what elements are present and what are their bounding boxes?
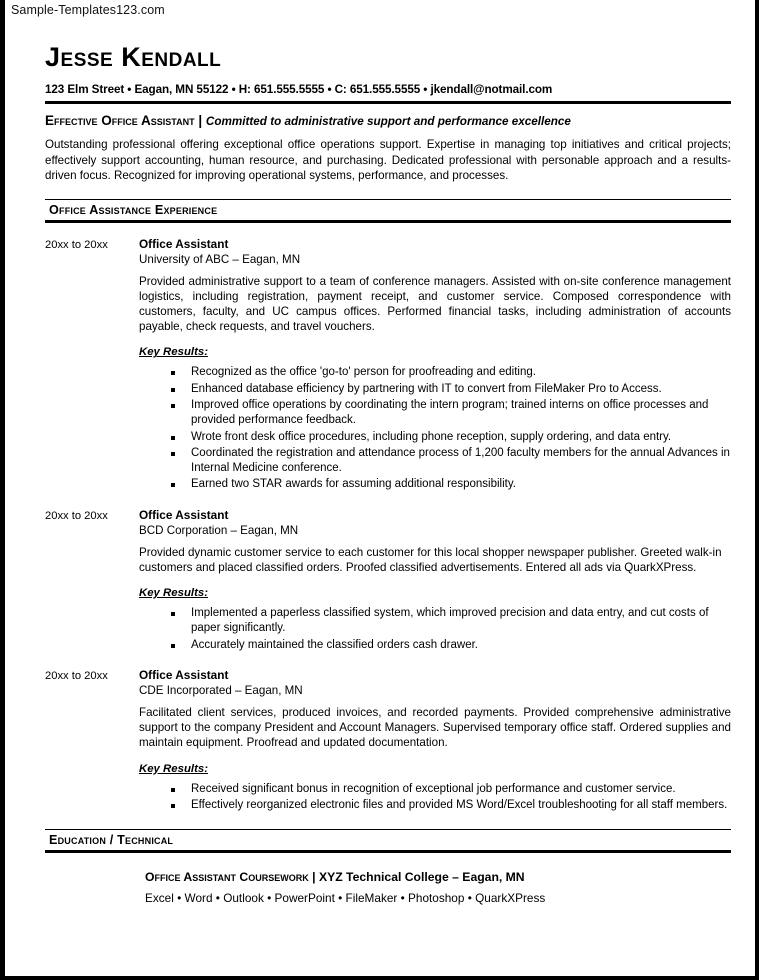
list-item: Improved office operations by coordinating the intern program; trained interns on office processes and provided performance feedback. <box>169 398 731 429</box>
job-title: Office Assistant <box>139 667 229 682</box>
headline-separator: | <box>198 113 203 128</box>
list-item: Implemented a paperless classified system, which improved precision and data entry, and cut costs of paper significantly. <box>169 606 731 637</box>
job-dates: 20xx to 20xx <box>45 509 108 522</box>
job-title: Office Assistant <box>139 236 229 251</box>
job-organization: University of ABC – Eagan, MN <box>139 252 301 266</box>
contact-line: 123 Elm Street • Eagan, MN 55122 • H: 651.555.5555 • C: 651.555.5555 • jkendall@notmail.com <box>45 83 553 96</box>
job-organization: BCD Corporation – Eagan, MN <box>139 523 299 537</box>
experience-entry <box>45 508 731 654</box>
list-item: Coordinated the registration and attendance process of 1,200 faculty members for the annual Advances in Internal Medicine conference. <box>169 446 731 477</box>
key-results-list <box>139 782 731 814</box>
job-organization: CDE Incorporated – Eagan, MN <box>139 683 303 697</box>
experience-section-header <box>45 199 731 223</box>
education-school: XYZ Technical College – Eagan, MN <box>318 870 525 885</box>
headline-tagline: Committed to administrative support and performance excellence <box>205 115 571 128</box>
experience-section-title: Office Assistance Experience <box>49 202 218 217</box>
header-divider <box>45 101 731 104</box>
key-results-label: Key Results: <box>139 762 209 775</box>
job-body <box>139 508 731 654</box>
section-rule-bottom <box>45 850 731 853</box>
list-item: Accurately maintained the classified orders cash drawer. <box>169 638 731 653</box>
list-item: Wrote front desk office procedures, including phone reception, supply ordering, and data entry. <box>169 430 731 445</box>
job-dates: 20xx to 20xx <box>45 238 108 251</box>
education-title <box>145 869 731 885</box>
job-body <box>139 237 731 494</box>
resume-sheet <box>5 42 755 907</box>
job-description: Facilitated client services, produced invoices, and recorded payments. Provided comprehensive administrative support to the company President and Account Managers. Supervised temporary office staff. Ordered supplies and maintain equipment. Proofread and updated documentation. <box>139 705 731 750</box>
education-section-title: Education / Technical <box>49 833 174 848</box>
education-section-header <box>45 829 731 853</box>
list-item: Recognized as the office 'go-to' person for proofreading and editing. <box>169 365 731 380</box>
headline-lead: Effective Office Assistant <box>45 113 195 128</box>
list-item: Effectively reorganized electronic files and provided MS Word/Excel troubleshooting for all staff members. <box>169 798 731 813</box>
list-item: Received significant bonus in recognition of exceptional job performance and customer service. <box>169 782 731 797</box>
job-dates: 20xx to 20xx <box>45 669 108 682</box>
professional-summary: Outstanding professional offering exceptional office operations support. Expertise in managing top initiatives and critical projects; effectively support accounting, human resource, and purchasing. Dedicated professional with personable approach and a results-driven focus. Recognized for improving operational systems, performance, and processes. <box>45 138 731 182</box>
list-item: Enhanced database efficiency by partnering with IT to convert from FileMaker Pro to Access. <box>169 382 731 397</box>
job-description: Provided dynamic customer service to each customer for this local shopper newspaper publisher. Greeted walk-in customers and placed classified orders. Proofed classified advertisements. Entered all ads via QuarkXPress. <box>139 545 722 574</box>
candidate-name: Jesse Kendall <box>45 42 222 72</box>
experience-entry <box>45 668 731 814</box>
experience-entry <box>45 237 731 494</box>
job-description: Provided administrative support to a team of conference managers. Assisted with on-site conference management logistics, including registration, payment receipt, and customer service. Composed correspondence with customers, faculty, and UC campus offices. Performed financial tasks, including administration of accounts payable, check requests, and travel vouchers. <box>139 274 731 334</box>
key-results-list <box>139 365 731 492</box>
job-body <box>139 668 731 814</box>
education-coursework: Office Assistant Coursework <box>145 870 309 885</box>
section-rule-bottom <box>45 220 731 223</box>
list-item: Earned two STAR awards for assuming additional responsibility. <box>169 477 731 492</box>
headline <box>45 113 731 130</box>
education-separator: | <box>312 870 316 885</box>
key-results-label: Key Results: <box>139 587 209 600</box>
job-title: Office Assistant <box>139 507 229 522</box>
education-entry <box>145 869 731 907</box>
key-results-list <box>139 606 731 653</box>
site-watermark: Sample-Templates123.com <box>11 3 165 17</box>
key-results-label: Key Results: <box>139 346 209 359</box>
technical-skills: Excel • Word • Outlook • PowerPoint • FileMaker • Photoshop • QuarkXPress <box>145 891 546 906</box>
